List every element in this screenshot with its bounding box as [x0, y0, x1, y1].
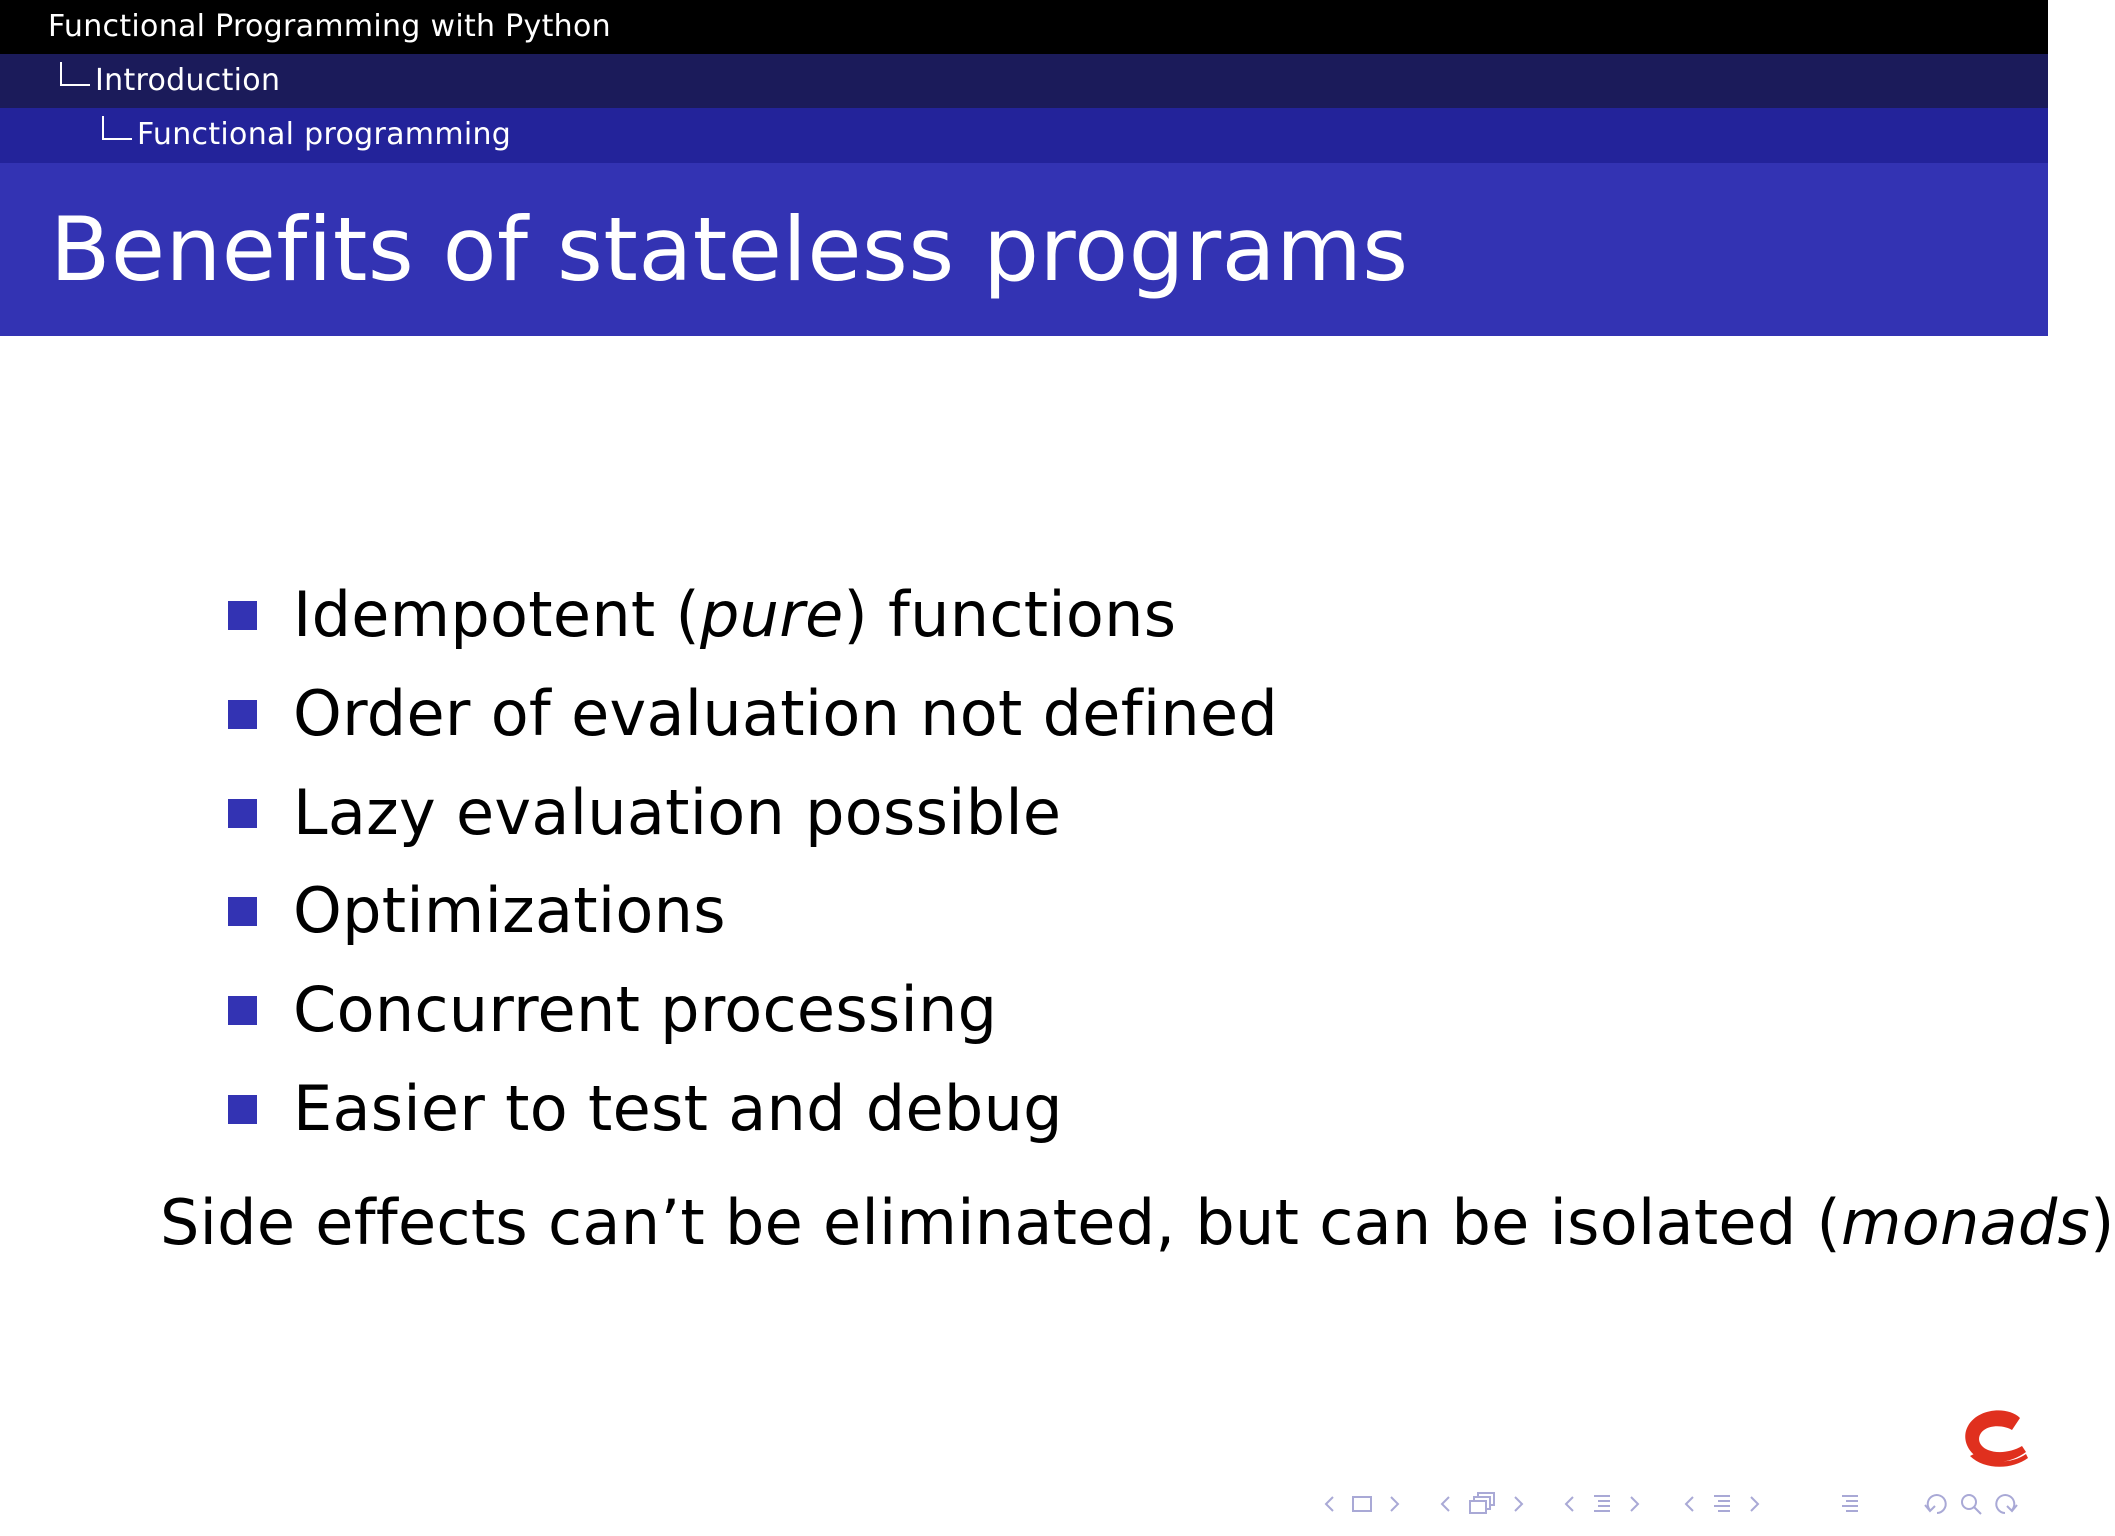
bullet-text: Idempotent (pure) functions: [293, 578, 1177, 651]
navigation-bar: [1310, 1486, 2030, 1522]
subsection-title[interactable]: Functional programming: [137, 117, 512, 152]
nav-next-section-icon[interactable]: [1626, 1486, 1642, 1522]
bullet-square-icon: [228, 700, 257, 729]
nav-outline-icon[interactable]: [1710, 1486, 1734, 1522]
nav-prev-outline-icon[interactable]: [1682, 1486, 1698, 1522]
header-subsection-band: [0, 108, 2048, 163]
header-document-band: [0, 0, 2048, 54]
nav-forward-icon[interactable]: [1990, 1486, 2020, 1522]
section-title[interactable]: Introduction: [95, 63, 281, 98]
bullet-square-icon: [228, 1095, 257, 1124]
nav-search-icon[interactable]: [1956, 1486, 1986, 1522]
nav-back-icon[interactable]: [1922, 1486, 1952, 1522]
nav-subsection-icon[interactable]: [1466, 1486, 1498, 1522]
tree-connector-icon: [102, 116, 132, 140]
bullet-text: Optimizations: [293, 874, 726, 947]
bullet-text: Easier to test and debug: [293, 1072, 1063, 1145]
nav-prev-section-icon[interactable]: [1562, 1486, 1578, 1522]
bullet-text: Order of evaluation not defined: [293, 677, 1279, 750]
bullet-square-icon: [228, 897, 257, 926]
bullet-square-icon: [228, 996, 257, 1025]
tree-connector-icon: [60, 62, 90, 86]
red-swirl-logo-icon: [1960, 1408, 2030, 1470]
nav-prev-frame-icon[interactable]: [1322, 1486, 1338, 1522]
bullet-square-icon: [228, 601, 257, 630]
header-section-band: [0, 54, 2048, 108]
bullet-text: Concurrent processing: [293, 973, 998, 1046]
bullet-text: Lazy evaluation possible: [293, 776, 1062, 849]
nav-frame-icon[interactable]: [1350, 1486, 1374, 1522]
frame-title-bar: [0, 163, 2048, 336]
nav-section-icon[interactable]: [1590, 1486, 1614, 1522]
nav-next-subsection-icon[interactable]: [1510, 1486, 1526, 1522]
bullet-square-icon: [228, 799, 257, 828]
nav-next-outline-icon[interactable]: [1746, 1486, 1762, 1522]
nav-toc-icon[interactable]: [1838, 1486, 1862, 1522]
closing-note: Side effects can’t be eliminated, but can be isolated (monads): [160, 1186, 2115, 1259]
frame-title: Benefits of stateless programs: [50, 198, 1409, 301]
document-title[interactable]: Functional Programming with Python: [48, 9, 611, 44]
nav-prev-subsection-icon[interactable]: [1438, 1486, 1454, 1522]
nav-next-frame-icon[interactable]: [1386, 1486, 1402, 1522]
